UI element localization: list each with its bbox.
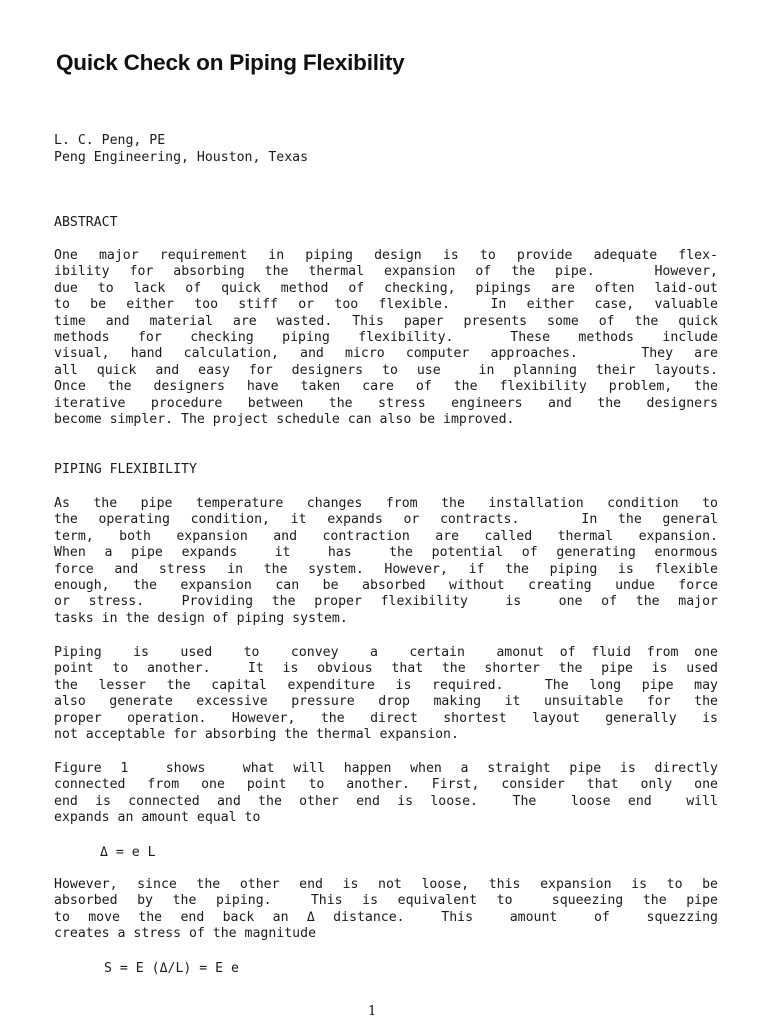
paragraph-line: Figure 1 shows what will happen when a straight pipe is directly xyxy=(54,761,718,776)
paragraph-line: proper operation. However, the direct shortest layout generally is xyxy=(54,710,718,726)
abstract-line: due to lack of quick method of checking, pipings are often laid-out xyxy=(54,280,718,296)
paragraph-line: However, since the other end is not loose, this expansion is to be xyxy=(54,877,718,892)
paragraph-line: expands an amount equal to xyxy=(54,810,261,826)
paragraph-line: the operating condition, it expands or contracts. In the general xyxy=(54,512,718,528)
abstract-line: to be either too stiff or too flexible. In either case, valuable xyxy=(54,297,718,313)
abstract-line: methods for checking piping flexibility. These methods include xyxy=(54,330,718,346)
paragraph-line: point to another. It is obvious that the shorter the pipe is used xyxy=(54,661,718,677)
paragraph-line: end is connected and the other end is loose. The loose end will xyxy=(54,793,718,809)
paragraph-line: to move the end back an Δ distance. This amount of squezzing xyxy=(54,909,718,925)
abstract-line: One major requirement in piping design is to provide adequate flex- xyxy=(54,248,718,263)
paragraph-line: the lesser the capital expenditure is required. The long pipe may xyxy=(54,677,718,693)
paragraph-line: connected from one point to another. First, consider that only one xyxy=(54,777,718,793)
section-paragraph-3 xyxy=(54,761,718,827)
section-paragraph-2 xyxy=(54,645,718,743)
paragraph-line: Piping is used to convey a certain amonut of fluid from one xyxy=(54,645,718,660)
paragraph-line: enough, the expansion can be absorbed without creating undue force xyxy=(54,578,718,594)
abstract-line: all quick and easy for designers to use in planning their layouts. xyxy=(54,362,718,378)
paragraph-line: or stress. Providing the proper flexibility is one of the major xyxy=(54,594,718,610)
equation-delta: Δ = e L xyxy=(100,845,156,860)
paragraph-line: When a pipe expands it has the potential of generating enormous xyxy=(54,545,718,561)
paragraph-line: As the pipe temperature changes from the installation condition to xyxy=(54,496,718,511)
equation-stress: S = E (Δ/L) = E e xyxy=(104,961,239,976)
abstract-line: Once the designers have taken care of the flexibility problem, the xyxy=(54,379,718,395)
abstract-heading: ABSTRACT xyxy=(54,215,118,230)
author-affiliation: Peng Engineering, Houston, Texas xyxy=(54,150,309,165)
paragraph-line: term, both expansion and contraction are called thermal expansion. xyxy=(54,528,718,544)
paragraph-line: creates a stress of the magnitude xyxy=(54,926,317,942)
paragraph-line: force and stress in the system. However, if the piping is flexible xyxy=(54,561,718,577)
author-name: L. C. Peng, PE xyxy=(54,133,166,148)
abstract-line: become simpler. The project schedule can also be improved. xyxy=(54,412,515,428)
section-paragraph-4 xyxy=(54,877,718,943)
abstract-body xyxy=(54,248,718,428)
paragraph-line: absorbed by the piping. This is equivalent to squeezing the pipe xyxy=(54,893,718,909)
section-paragraph-1 xyxy=(54,496,718,627)
page-number: 1 xyxy=(368,1004,377,1019)
abstract-line: time and material are wasted. This paper presents some of the quick xyxy=(54,313,718,329)
abstract-line: iterative procedure between the stress engineers and the designers xyxy=(54,395,718,411)
abstract-line: ibility for absorbing the thermal expansion of the pipe. However, xyxy=(54,264,718,280)
paragraph-line: not acceptable for absorbing the thermal expansion. xyxy=(54,727,459,743)
section-heading: PIPING FLEXIBILITY xyxy=(54,462,197,477)
abstract-line: visual, hand calculation, and micro computer approaches. They are xyxy=(54,346,718,362)
paragraph-line: tasks in the design of piping system. xyxy=(54,610,348,626)
paper-title: Quick Check on Piping Flexibility xyxy=(56,50,405,75)
paragraph-line: also generate excessive pressure drop making it unsuitable for the xyxy=(54,694,718,710)
